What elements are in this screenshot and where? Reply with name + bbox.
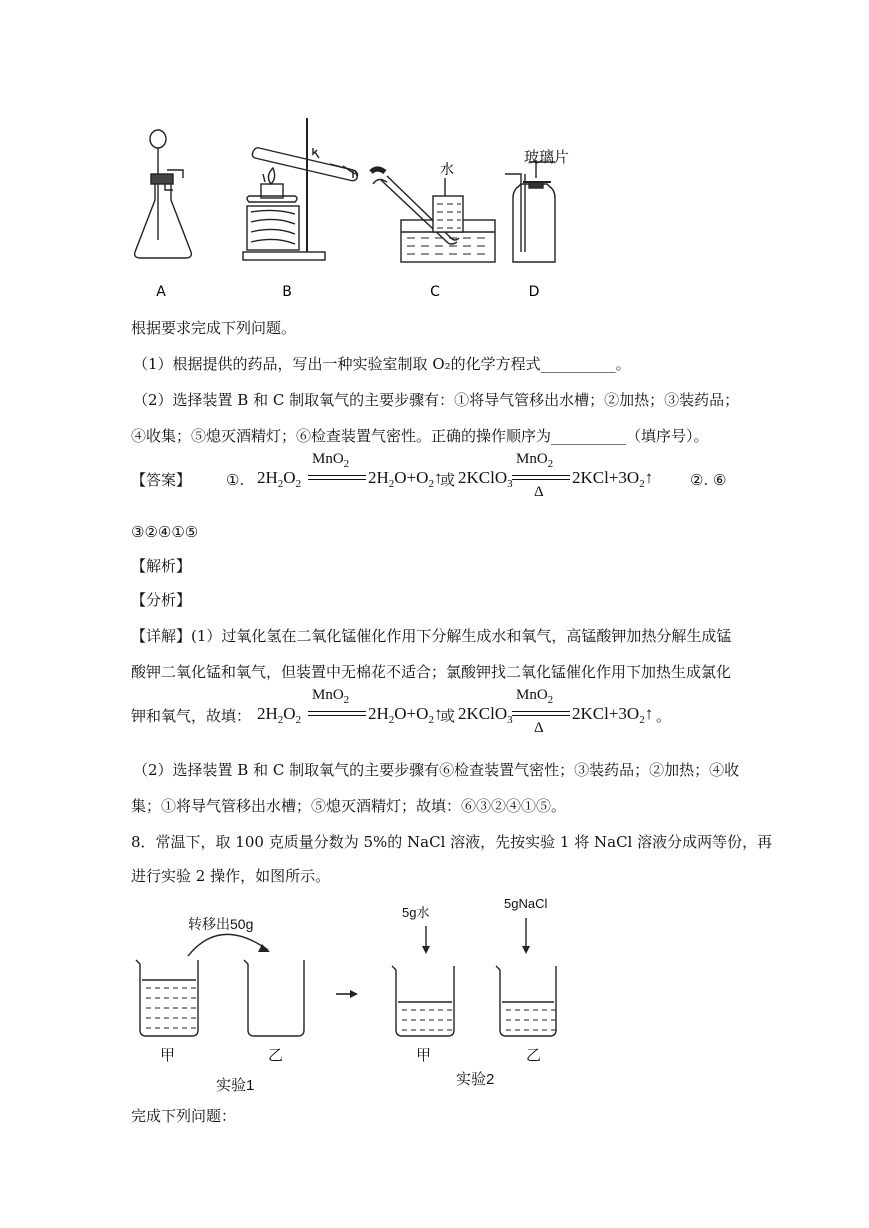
detail-line3: 钾和氧气，故填：	[131, 707, 252, 725]
label-d: D	[528, 284, 540, 300]
water-label: 水	[440, 162, 454, 178]
label-c: C	[430, 284, 440, 300]
detail-line5: 集；①将导气管移出水槽；⑤熄灭酒精灯；故填：⑥③②④①⑤。	[131, 797, 567, 815]
question-1: （1）根据提供的药品，写出一种实验室制取 O₂的化学方程式__________。	[133, 355, 631, 373]
answer-num1: ①.	[226, 471, 245, 489]
beaker-yi-exp2	[496, 966, 556, 1036]
analysis-label: 【解析】	[131, 557, 192, 575]
detail-catalyst-2: MnO$_2$	[516, 687, 554, 706]
apparatus-a-flask	[135, 130, 192, 258]
fenxi-label: 【分析】	[131, 591, 192, 609]
question-2-line1: （2）选择装置 B 和 C 制取氧气的主要步骤有：①将导气管移出水槽；②加热；③装药品；	[133, 391, 740, 409]
catalyst-label: MnO$_2$	[312, 451, 350, 470]
question-8-line1: 8．常温下，取 100 克质量分数为 5%的 NaCl 溶液，先按实验 1 将 NaCl 溶液分成两等份，再	[131, 833, 773, 851]
detail-equation-kclo3: 2KClO$_3$	[458, 704, 513, 726]
label-b: B	[282, 284, 292, 300]
answer-or: 或	[440, 471, 456, 489]
transfer-label: 转移出50g	[188, 916, 254, 932]
transfer-arrow	[188, 934, 268, 956]
catalyst-label-2: MnO$_2$	[516, 451, 554, 470]
equation-products-1: $2H_2O+O_2↑$	[368, 468, 443, 490]
question-2-line2: ④收集；⑤熄灭酒精灯；⑥检查装置气密性。正确的操作顺序为__________（填序号）。	[131, 427, 709, 445]
answer-num2: ②. ⑥	[690, 471, 727, 489]
label-a: A	[156, 284, 166, 300]
detail-catalyst: MnO$_2$	[312, 687, 350, 706]
beaker-jia-exp2	[392, 966, 454, 1036]
detail-line4: （2）选择装置 B 和 C 制取氧气的主要步骤有⑥检查装置气密性；③装药品；②加热；④收	[133, 761, 740, 779]
detail-or: 或	[440, 707, 456, 725]
nacl-add-label: 5gNaCl	[504, 896, 548, 911]
equation-arrow	[308, 475, 366, 480]
answer-continued: ③②④①⑤	[131, 523, 199, 541]
equation-h2o2: $2H_2O_2$	[257, 468, 302, 490]
apparatus-d-bottle	[505, 160, 555, 262]
glass-label: 玻璃片	[524, 149, 570, 166]
experiment-2-label: 实验2	[456, 1071, 495, 1088]
heat-symbol: Δ	[534, 484, 544, 500]
experiment-1-label: 实验1	[216, 1077, 255, 1094]
detail-products-2: $2KCl+3O_2↑$	[572, 704, 654, 726]
detail-heat: Δ	[534, 720, 544, 736]
detail-products-1: $2H_2O+O_2↑$	[368, 704, 443, 726]
beaker-jia-exp1	[136, 960, 198, 1036]
equation-arrow-2	[512, 475, 570, 480]
detail-equation-h2o2: $2H_2O_2$	[257, 704, 302, 726]
jia-label-exp2: 甲	[416, 1047, 432, 1064]
jia-label-exp1: 甲	[160, 1047, 176, 1064]
detail-arrow	[308, 711, 366, 716]
apparatus-figure	[125, 112, 595, 302]
intro-text: 根据要求完成下列问题。	[131, 319, 297, 337]
water-add-label: 5g水	[402, 905, 430, 920]
yi-label-exp2: 乙	[526, 1047, 542, 1064]
yi-label-exp1: 乙	[268, 1047, 284, 1064]
detail-end: 。	[656, 707, 672, 725]
equation-products-2: $2KCl+3O_2↑$	[572, 468, 654, 490]
detail-arrow-2	[512, 711, 570, 716]
beaker-yi-exp1	[244, 960, 304, 1036]
detail-line2: 酸钾二氧化锰和氧气，但装置中无棉花不适合；氯酸钾找二氧化锰催化作用下加热生成氯化	[131, 663, 732, 681]
answer-label: 【答案】	[131, 471, 192, 489]
detail-line1: 【详解】(1）过氧化氢在二氧化锰催化作用下分解生成水和氧气，高锰酸钾加热分解生成锰	[131, 627, 732, 645]
apparatus-b-stand	[243, 118, 358, 260]
final-prompt: 完成下列问题：	[131, 1107, 237, 1125]
equation-kclo3: 2KClO$_3$	[458, 468, 513, 490]
question-8-line2: 进行实验 2 操作，如图所示。	[131, 867, 331, 885]
apparatus-c-trough	[371, 169, 495, 262]
